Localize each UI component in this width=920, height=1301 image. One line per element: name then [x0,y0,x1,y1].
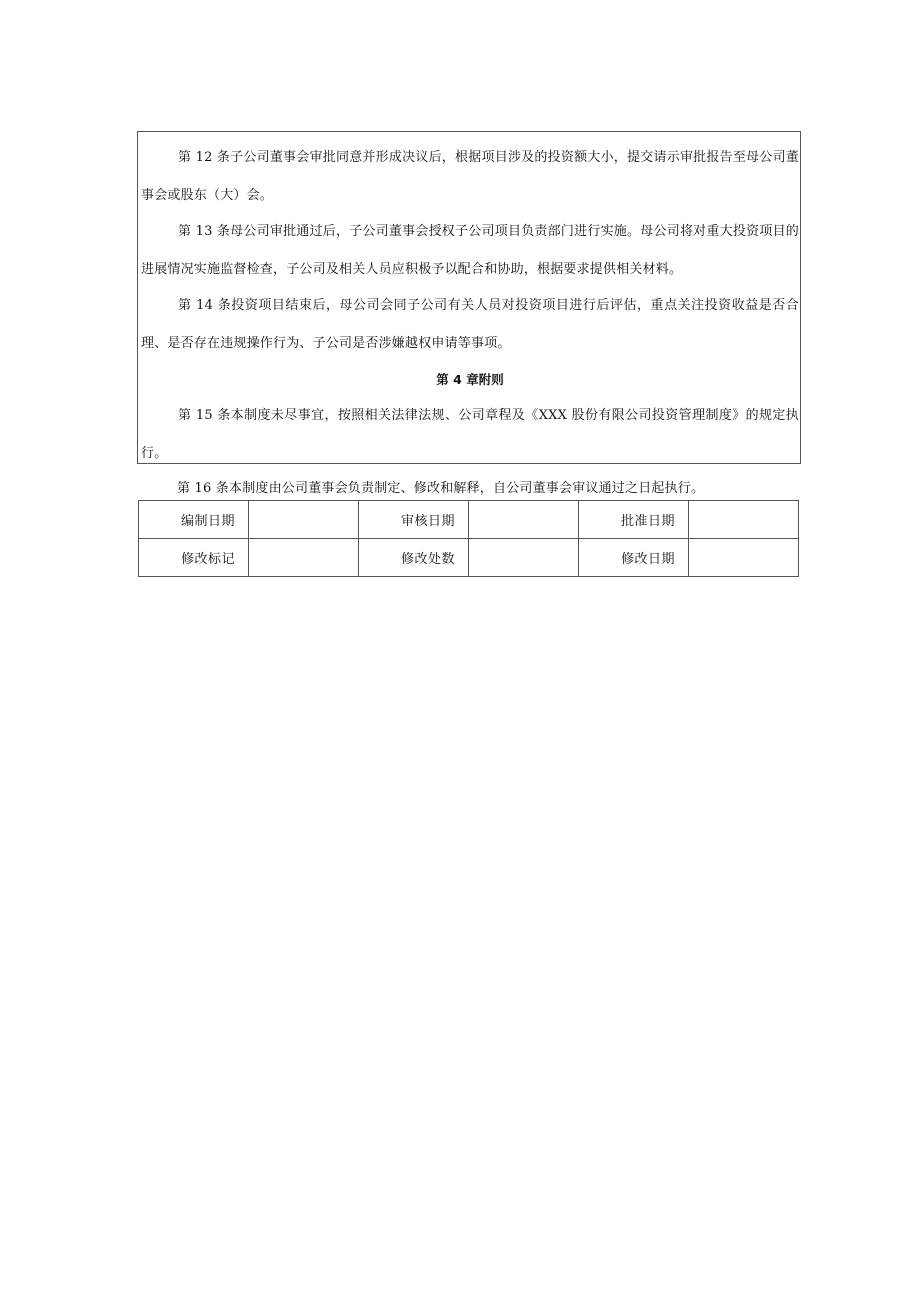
label-revision-mark: 修改标记 [139,539,249,577]
value-revision-mark [249,539,359,577]
record-table [138,500,799,577]
article-14: 第 14 条投资项目结束后，母公司会同子公司有关人员对投资项目进行后评估，重点关注投资收益是否合理、是否存在违规操作行为、子公司是否涉嫌越权申请等事项。 [141,298,799,351]
label-compile-date: 编制日期 [139,501,249,539]
label-revision-count: 修改处数 [359,539,469,577]
value-compile-date [249,501,359,539]
article-12: 第 12 条子公司董事会审批同意并形成决议后，根据项目涉及的投资额大小，提交请示审批报告至母公司董事会或股东（大）会。 [141,150,799,203]
table-row [139,501,799,539]
label-revision-date: 修改日期 [579,539,689,577]
value-revision-count [469,539,579,577]
label-review-date: 审核日期 [359,501,469,539]
article-15: 第 15 条本制度未尽事宜，按照相关法律法规、公司章程及《XXX 股份有限公司投资管理制度》的规定执行。 [141,408,799,461]
label-approve-date: 批准日期 [579,501,689,539]
value-review-date [469,501,579,539]
article-13: 第 13 条母公司审批通过后，子公司董事会授权子公司项目负责部门进行实施。母公司将对重大投资项目的进展情况实施监督检查，子公司及相关人员应积极予以配合和协助，根据要求提供相关材料。 [141,224,799,277]
article-16: 第 16 条本制度由公司董事会负责制定、修改和解释，自公司董事会审议通过之日起执行。 [177,481,705,496]
table-row [139,539,799,577]
value-revision-date [689,539,799,577]
chapter-4-title: 第 4 章附则 [436,372,504,387]
articles-box [137,131,801,464]
value-approve-date [689,501,799,539]
